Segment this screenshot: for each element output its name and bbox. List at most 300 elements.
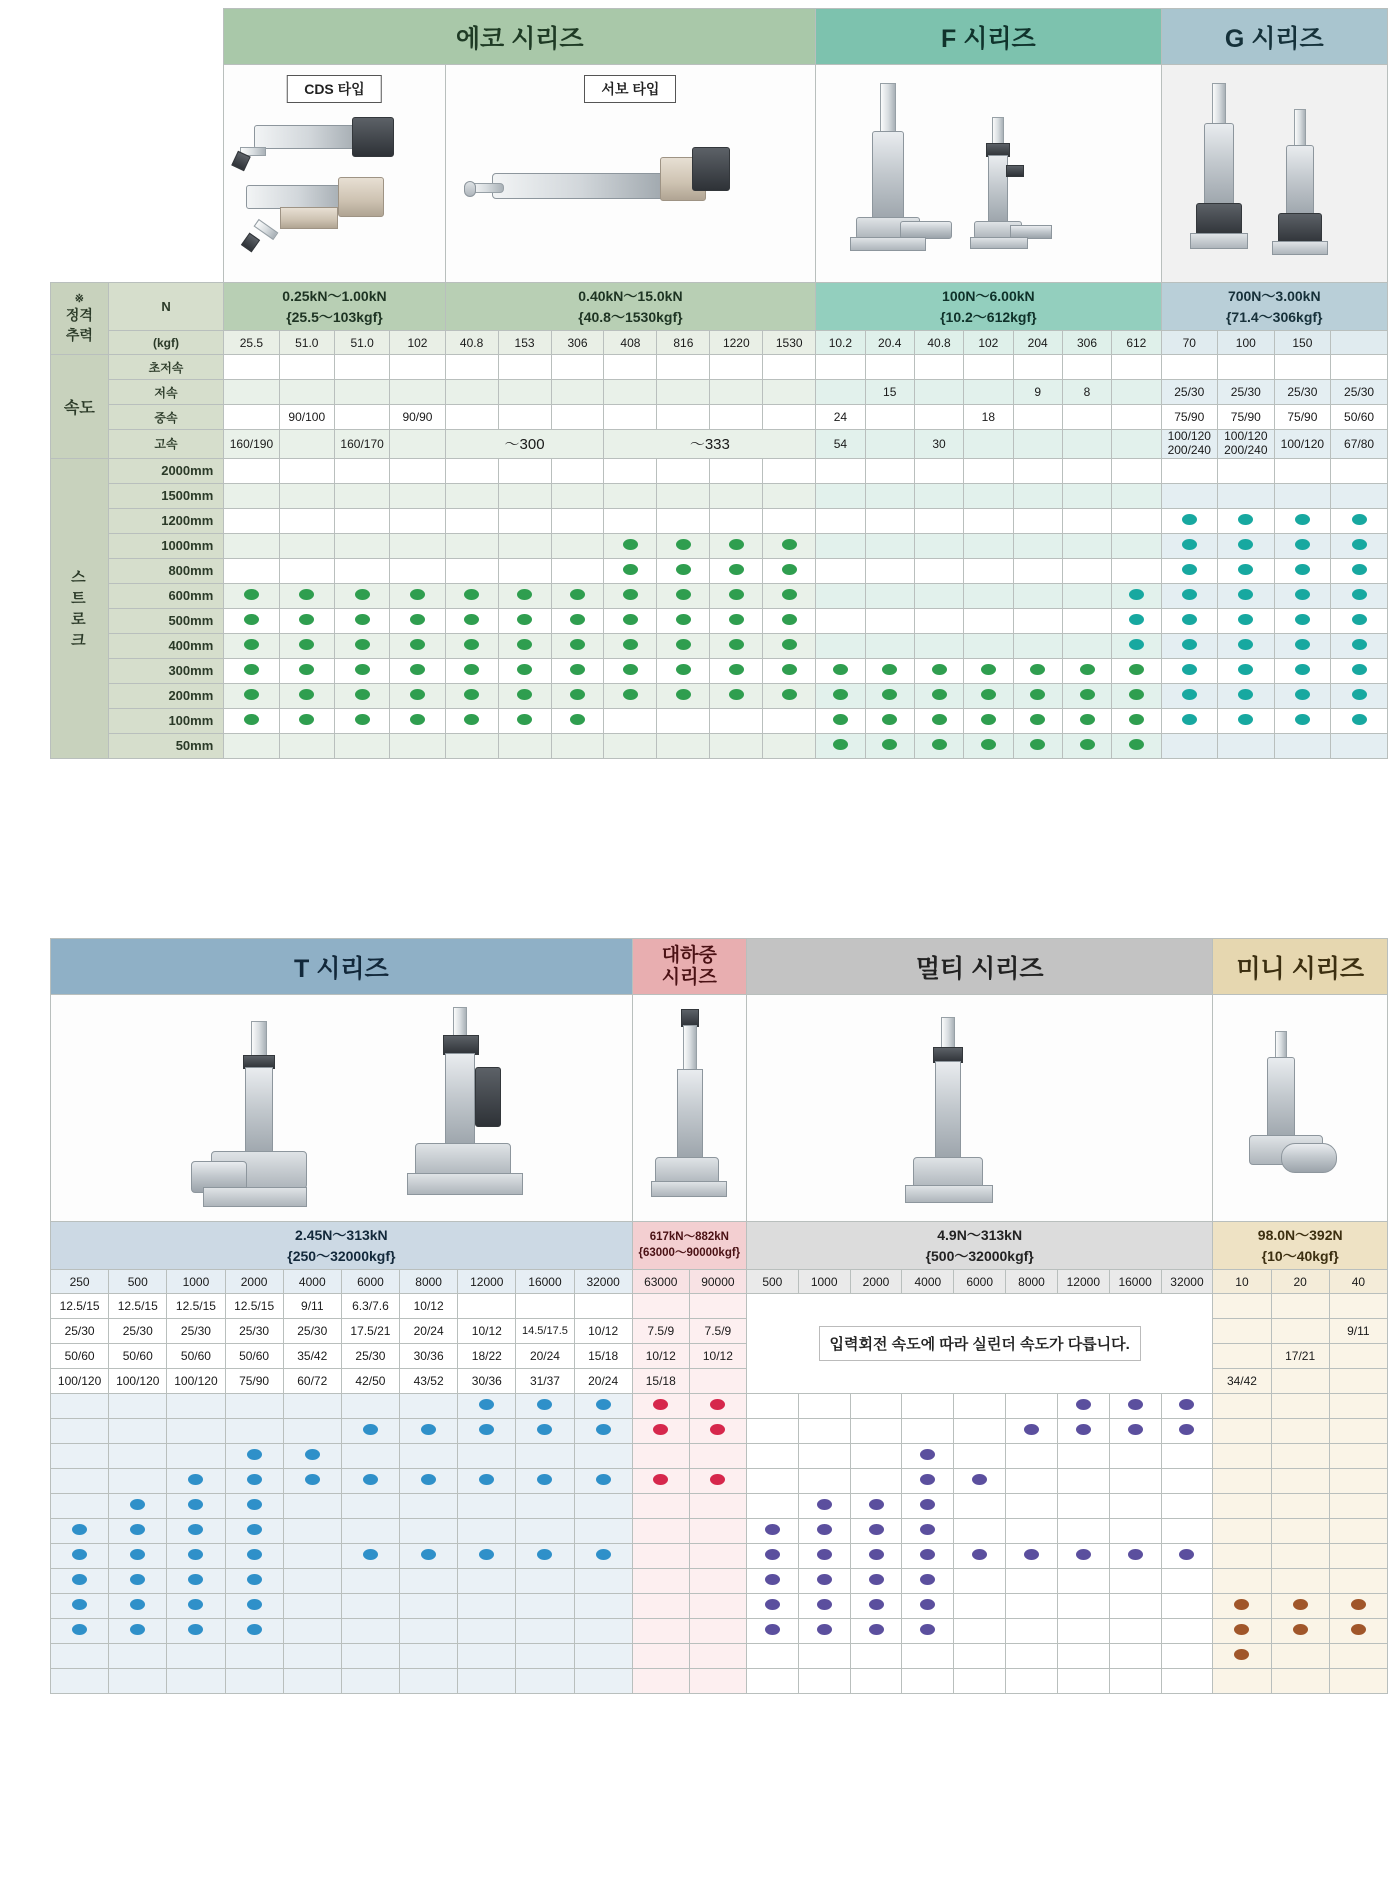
stroke-row-label: 2000mm	[108, 458, 224, 483]
bottom-thrust-row	[51, 1222, 1388, 1270]
kgf-value: 500	[109, 1270, 167, 1294]
speed-cell	[914, 380, 963, 405]
availability-dot	[410, 614, 425, 625]
availability-dot	[1352, 614, 1367, 625]
availability-dot	[729, 639, 744, 650]
speed-cell	[964, 380, 1013, 405]
kgf-value: 1220	[710, 331, 763, 355]
top-table	[50, 8, 1388, 759]
kgf-value: 204	[1013, 331, 1062, 355]
availability-dot	[623, 614, 638, 625]
speed-row-label: 고속	[108, 430, 224, 459]
availability-dot	[1295, 639, 1310, 650]
thrust-group-f: 100N〜6.00kN {10.2〜612kgf}	[816, 283, 1161, 331]
availability-dot	[517, 614, 532, 625]
speed-cell: 12.5/15	[167, 1294, 225, 1319]
kgf-value: 10	[1213, 1270, 1271, 1294]
availability-dot	[464, 589, 479, 600]
kgf-value: 6000	[341, 1270, 399, 1294]
bottom-section	[50, 938, 1388, 1694]
speed-cell: 10/12	[400, 1294, 458, 1319]
speed-cell	[657, 405, 710, 430]
speed-cell: 50/60	[167, 1344, 225, 1369]
availability-dot	[1129, 589, 1144, 600]
availability-dot	[1352, 539, 1367, 550]
speed-cell: 18/22	[458, 1344, 516, 1369]
kgf-value: 4000	[283, 1270, 341, 1294]
availability-dot	[517, 589, 532, 600]
speed-cell	[1013, 355, 1062, 380]
kgf-value: 12000	[1057, 1270, 1109, 1294]
kgf-value: 40.8	[914, 331, 963, 355]
multi-note-text: 입력회전 속도에 따라 실린더 속도가 다릅니다.	[819, 1326, 1141, 1361]
kgf-value: 1000	[167, 1270, 225, 1294]
speed-cell	[1062, 430, 1111, 459]
speed-cell: 43/52	[400, 1369, 458, 1394]
availability-dot	[1238, 614, 1253, 625]
thrust-group-eco-cds: 0.25kN〜1.00kN {25.5〜103kgf}	[224, 283, 445, 331]
speed-cell: 75/90	[1161, 405, 1218, 430]
speed-cell: 9/11	[1329, 1319, 1387, 1344]
speed-cell: 12.5/15	[51, 1294, 109, 1319]
speed-cell	[964, 355, 1013, 380]
speed-cell: 100/120	[167, 1369, 225, 1394]
speed-cell: 160/190	[224, 430, 279, 459]
speed-row-low	[51, 380, 1388, 405]
speed-cell	[816, 380, 865, 405]
stroke-row	[51, 633, 1388, 658]
availability-dot	[623, 639, 638, 650]
speed-cell: 25/30	[109, 1319, 167, 1344]
bottom-stroke-row	[51, 1519, 1388, 1544]
top-section	[50, 8, 1388, 759]
bottom-stroke-row	[51, 1594, 1388, 1619]
kgf-value: 51.0	[334, 331, 389, 355]
kgf-value: 612	[1112, 331, 1161, 355]
availability-dot	[1238, 539, 1253, 550]
kgf-row	[51, 331, 1388, 355]
product-image-eco-servo	[445, 65, 816, 283]
speed-cell: 54	[816, 430, 865, 459]
availability-dot	[299, 639, 314, 650]
speed-cell	[551, 355, 604, 380]
speed-row-label: 초저속	[108, 355, 224, 380]
bottom-image-row	[51, 995, 1388, 1222]
kgf-value: 20	[1271, 1270, 1329, 1294]
availability-dot	[355, 589, 370, 600]
speed-cell: 9/11	[283, 1294, 341, 1319]
speed-cell	[1112, 405, 1161, 430]
speed-cell: 50/60	[225, 1344, 283, 1369]
speed-cell-span: 〜300	[445, 430, 604, 459]
stroke-row-label: 1500mm	[108, 483, 224, 508]
speed-cell	[710, 355, 763, 380]
speed-cell	[334, 405, 389, 430]
kgf-value: 306	[1062, 331, 1111, 355]
availability-dot	[244, 614, 259, 625]
availability-dot	[1182, 514, 1197, 525]
speed-cell: 9	[1013, 380, 1062, 405]
speed-cell	[224, 405, 279, 430]
kgf-value: 153	[498, 331, 551, 355]
speed-cell	[865, 430, 914, 459]
availability-dot	[1295, 539, 1310, 550]
speed-cell	[390, 430, 445, 459]
speed-cell	[1112, 380, 1161, 405]
speed-cell: 75/90	[1274, 405, 1331, 430]
series-header-mini: 미니 시리즈	[1213, 939, 1388, 995]
speed-cell	[224, 355, 279, 380]
availability-dot	[676, 589, 691, 600]
availability-dot	[623, 589, 638, 600]
kgf-value: 20.4	[865, 331, 914, 355]
unit-kgf-label: (kgf)	[108, 331, 224, 355]
product-image-g	[1161, 65, 1388, 283]
speed-cell: 35/42	[283, 1344, 341, 1369]
speed-row-high	[51, 430, 1388, 459]
speed-cell: 14.5/17.5	[516, 1319, 574, 1344]
speed-cell	[1013, 430, 1062, 459]
stroke-row	[51, 458, 1388, 483]
product-image-multi	[746, 995, 1212, 1222]
speed-row-ultralow	[51, 355, 1388, 380]
speed-cell	[1274, 355, 1331, 380]
subtag-cds: CDS 타입	[287, 75, 382, 103]
availability-dot	[782, 539, 797, 550]
speed-cell: 100/120 200/240	[1218, 430, 1275, 459]
stroke-row-label: 50mm	[108, 733, 224, 758]
stroke-row	[51, 658, 1388, 683]
availability-dot	[676, 614, 691, 625]
availability-dot	[1182, 614, 1197, 625]
availability-dot	[1182, 539, 1197, 550]
availability-dot	[1182, 639, 1197, 650]
speed-cell	[604, 380, 657, 405]
speed-cell: 20/24	[574, 1369, 632, 1394]
product-image-t	[51, 995, 633, 1222]
speed-cell: 25/30	[341, 1344, 399, 1369]
speed-cell: 7.5/9	[632, 1319, 689, 1344]
kgf-value: 51.0	[279, 331, 334, 355]
availability-dot	[676, 564, 691, 575]
speed-cell	[763, 355, 816, 380]
stroke-row	[51, 583, 1388, 608]
bottom-stroke-row	[51, 1619, 1388, 1644]
thrust-group-multi: 4.9N〜313kN {500〜32000kgf}	[746, 1222, 1212, 1270]
kgf-value: 6000	[954, 1270, 1006, 1294]
availability-dot	[570, 614, 585, 625]
availability-dot	[355, 639, 370, 650]
availability-dot	[1129, 639, 1144, 650]
speed-cell: 10/12	[458, 1319, 516, 1344]
stroke-row-label: 100mm	[108, 708, 224, 733]
speed-cell: 42/50	[341, 1369, 399, 1394]
speed-cell: 50/60	[51, 1344, 109, 1369]
kgf-value: 250	[51, 1270, 109, 1294]
speed-cell: 12.5/15	[109, 1294, 167, 1319]
speed-cell	[390, 380, 445, 405]
speed-cell: 25/30	[1218, 380, 1275, 405]
speed-cell	[279, 355, 334, 380]
speed-row-mid	[51, 405, 1388, 430]
subtag-servo: 서보 타입	[584, 75, 676, 103]
speed-cell: 60/72	[283, 1369, 341, 1394]
speed-cell	[1062, 405, 1111, 430]
top-series-header-row	[51, 9, 1388, 65]
availability-dot	[1352, 514, 1367, 525]
availability-dot	[244, 589, 259, 600]
availability-dot	[729, 539, 744, 550]
availability-dot	[570, 589, 585, 600]
kgf-value	[1331, 331, 1388, 355]
stroke-row-label: 400mm	[108, 633, 224, 658]
availability-dot	[729, 589, 744, 600]
bottom-stroke-row	[51, 1419, 1388, 1444]
series-header-t: T 시리즈	[51, 939, 633, 995]
kgf-value: 500	[746, 1270, 798, 1294]
kgf-value: 4000	[902, 1270, 954, 1294]
kgf-value: 32000	[574, 1270, 632, 1294]
speed-cell	[390, 355, 445, 380]
speed-cell-span: 〜333	[604, 430, 816, 459]
availability-dot	[1238, 514, 1253, 525]
kgf-value: 16000	[516, 1270, 574, 1294]
series-header-g: G 시리즈	[1161, 9, 1388, 65]
availability-dot	[410, 589, 425, 600]
speed-cell: 90/90	[390, 405, 445, 430]
speed-label: 속도	[51, 355, 109, 459]
availability-dot	[1295, 589, 1310, 600]
stroke-row	[51, 683, 1388, 708]
kgf-value: 408	[604, 331, 657, 355]
speed-cell	[657, 355, 710, 380]
multi-note-cell	[746, 1294, 1212, 1394]
speed-cell: 6.3/7.6	[341, 1294, 399, 1319]
kgf-value: 40	[1329, 1270, 1387, 1294]
speed-cell	[604, 405, 657, 430]
kgf-value: 8000	[400, 1270, 458, 1294]
stroke-row	[51, 708, 1388, 733]
speed-cell: 7.5/9	[689, 1319, 746, 1344]
speed-cell: 25/30	[1274, 380, 1331, 405]
bottom-stroke-row	[51, 1469, 1388, 1494]
availability-dot	[1352, 589, 1367, 600]
availability-dot	[517, 639, 532, 650]
speed-cell	[710, 380, 763, 405]
kgf-value: 150	[1274, 331, 1331, 355]
speed-cell: 31/37	[516, 1369, 574, 1394]
speed-cell: 50/60	[1331, 405, 1388, 430]
kgf-value: 90000	[689, 1270, 746, 1294]
stroke-row-label: 800mm	[108, 558, 224, 583]
kgf-value: 16000	[1109, 1270, 1161, 1294]
speed-cell: 30/36	[400, 1344, 458, 1369]
stroke-row-label: 1200mm	[108, 508, 224, 533]
kgf-value: 102	[964, 331, 1013, 355]
kgf-value: 306	[551, 331, 604, 355]
speed-cell	[1013, 405, 1062, 430]
kgf-value: 10.2	[816, 331, 865, 355]
thrust-group-heavy: 617kN〜882kN {63000〜90000kgf}	[632, 1222, 746, 1270]
speed-cell: 25/30	[225, 1319, 283, 1344]
availability-dot	[782, 589, 797, 600]
speed-cell: 67/80	[1331, 430, 1388, 459]
speed-cell	[279, 380, 334, 405]
speed-cell	[1331, 355, 1388, 380]
speed-cell	[914, 355, 963, 380]
series-header-eco: 에코 시리즈	[224, 9, 816, 65]
stroke-row	[51, 558, 1388, 583]
bottom-table	[50, 938, 1388, 1694]
kgf-value: 32000	[1161, 1270, 1213, 1294]
speed-cell: 100/120	[109, 1369, 167, 1394]
stroke-row-label: 300mm	[108, 658, 224, 683]
availability-dot	[464, 614, 479, 625]
thrust-group-g: 700N〜3.00kN {71.4〜306kgf}	[1161, 283, 1388, 331]
speed-cell: 30/36	[458, 1369, 516, 1394]
speed-cell	[657, 380, 710, 405]
speed-cell: 25/30	[1161, 380, 1218, 405]
speed-cell: 10/12	[574, 1319, 632, 1344]
bottom-stroke-row	[51, 1494, 1388, 1519]
stroke-row-label: 1000mm	[108, 533, 224, 558]
speed-cell: 75/90	[225, 1369, 283, 1394]
thrust-group-t: 2.45N〜313kN {250〜32000kgf}	[51, 1222, 633, 1270]
bottom-stroke-row	[51, 1644, 1388, 1669]
unit-n-label: N	[108, 283, 224, 331]
speed-cell: 75/90	[1218, 405, 1275, 430]
availability-dot	[782, 614, 797, 625]
availability-dot	[1182, 589, 1197, 600]
availability-dot	[1129, 614, 1144, 625]
kgf-value: 102	[390, 331, 445, 355]
speed-cell: 15	[865, 380, 914, 405]
availability-dot	[1238, 564, 1253, 575]
kgf-value: 25.5	[224, 331, 279, 355]
speed-cell	[964, 430, 1013, 459]
speed-cell	[498, 380, 551, 405]
stroke-row-label: 500mm	[108, 608, 224, 633]
availability-dot	[1295, 614, 1310, 625]
bottom-stroke-row	[51, 1569, 1388, 1594]
kgf-value: 12000	[458, 1270, 516, 1294]
kgf-value: 1000	[798, 1270, 850, 1294]
availability-dot	[570, 639, 585, 650]
bottom-stroke-row	[51, 1394, 1388, 1419]
bottom-stroke-row	[51, 1669, 1388, 1694]
availability-dot	[1238, 639, 1253, 650]
speed-cell: 100/120	[1274, 430, 1331, 459]
speed-cell: 100/120	[51, 1369, 109, 1394]
speed-cell	[334, 380, 389, 405]
speed-cell	[914, 405, 963, 430]
speed-cell	[604, 355, 657, 380]
thrust-group-eco-servo: 0.40kN〜15.0kN {40.8〜1530kgf}	[445, 283, 816, 331]
kgf-value: 63000	[632, 1270, 689, 1294]
series-header-heavy: 대하중 시리즈	[632, 939, 746, 995]
speed-cell	[763, 405, 816, 430]
stroke-row	[51, 508, 1388, 533]
speed-cell: 20/24	[400, 1319, 458, 1344]
availability-dot	[464, 639, 479, 650]
speed-cell	[1112, 355, 1161, 380]
speed-cell	[445, 405, 498, 430]
availability-dot	[623, 539, 638, 550]
speed-row-label: 중속	[108, 405, 224, 430]
bottom-stroke-row	[51, 1444, 1388, 1469]
speed-cell	[1062, 355, 1111, 380]
availability-dot	[1238, 589, 1253, 600]
rated-thrust-row	[51, 283, 1388, 331]
availability-dot	[244, 639, 259, 650]
speed-cell: 10/12	[689, 1344, 746, 1369]
availability-dot	[299, 589, 314, 600]
availability-dot	[1352, 639, 1367, 650]
speed-cell: 15/18	[574, 1344, 632, 1369]
speed-cell	[334, 355, 389, 380]
bottom-series-header-row	[51, 939, 1388, 995]
availability-dot	[676, 639, 691, 650]
speed-cell: 12.5/15	[225, 1294, 283, 1319]
speed-cell	[445, 380, 498, 405]
series-header-f: F 시리즈	[816, 9, 1161, 65]
speed-cell	[445, 355, 498, 380]
availability-dot	[1295, 514, 1310, 525]
top-image-row	[51, 65, 1388, 283]
kgf-value: 8000	[1006, 1270, 1058, 1294]
speed-cell	[551, 380, 604, 405]
availability-dot	[1182, 564, 1197, 575]
product-image-mini	[1213, 995, 1388, 1222]
speed-cell: 15/18	[632, 1369, 689, 1394]
kgf-value: 816	[657, 331, 710, 355]
kgf-value: 100	[1218, 331, 1275, 355]
speed-cell: 17/21	[1271, 1344, 1329, 1369]
stroke-row-label: 600mm	[108, 583, 224, 608]
rated-thrust-label: ※ 정격 추력	[51, 283, 109, 355]
speed-cell	[498, 405, 551, 430]
speed-cell: 25/30	[283, 1319, 341, 1344]
product-image-heavy	[632, 995, 746, 1222]
kgf-value: 2000	[225, 1270, 283, 1294]
speed-row-label: 저속	[108, 380, 224, 405]
availability-dot	[410, 639, 425, 650]
availability-dot	[1295, 564, 1310, 575]
speed-cell: 100/120 200/240	[1161, 430, 1218, 459]
bottom-kgf-row	[51, 1270, 1388, 1294]
speed-cell	[865, 355, 914, 380]
speed-cell: 50/60	[109, 1344, 167, 1369]
availability-dot	[299, 614, 314, 625]
kgf-value: 70	[1161, 331, 1218, 355]
speed-cell: 25/30	[51, 1319, 109, 1344]
speed-cell: 25/30	[167, 1319, 225, 1344]
speed-cell	[551, 405, 604, 430]
kgf-value: 40.8	[445, 331, 498, 355]
availability-dot	[729, 564, 744, 575]
speed-cell	[763, 380, 816, 405]
speed-cell	[498, 355, 551, 380]
speed-cell: 18	[964, 405, 1013, 430]
stroke-row	[51, 533, 1388, 558]
speed-cell	[816, 355, 865, 380]
stroke-row	[51, 608, 1388, 633]
stroke-label: 스 트 로 크	[51, 458, 109, 758]
product-image-f	[816, 65, 1161, 283]
stroke-row-label: 200mm	[108, 683, 224, 708]
stroke-row	[51, 733, 1388, 758]
series-header-multi: 멀티 시리즈	[746, 939, 1212, 995]
